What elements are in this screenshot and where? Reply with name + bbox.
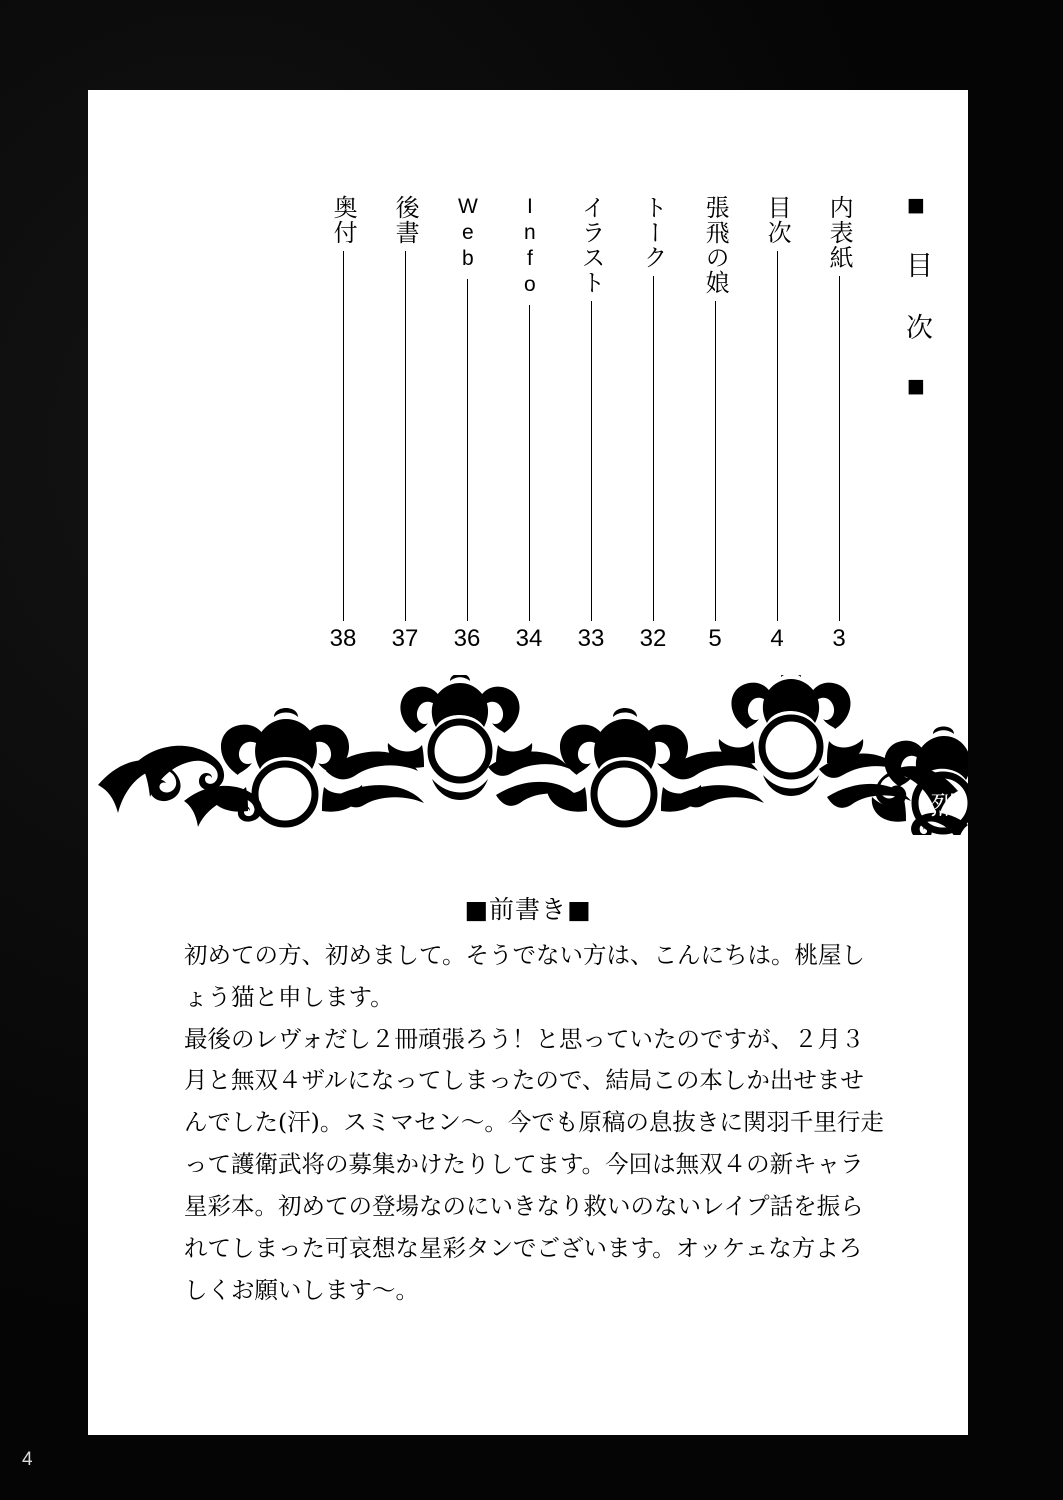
- toc-heading-bottom-mark: ■: [905, 375, 927, 399]
- ornament-svg: [88, 675, 968, 835]
- toc-entry-label: トーク: [639, 195, 668, 270]
- page-folio-number: 4: [22, 1449, 33, 1470]
- toc-leader-line: [653, 276, 654, 621]
- toc-leader-line: [467, 279, 468, 621]
- toc-entry-illust[interactable]: [560, 195, 622, 655]
- toc-entry-atogaki[interactable]: [374, 195, 436, 655]
- preface-paragraph-1: 初めての方、初めまして。そうでない方は、こんにちは。桃屋しょう猫と申します。: [184, 941, 866, 1011]
- toc-entry-label: 奥付: [329, 195, 358, 245]
- preface-body: [184, 935, 884, 1311]
- toc-entry-page: 3: [832, 625, 846, 652]
- toc-entry-chouhi-no-musume[interactable]: [684, 195, 746, 655]
- medallion-char-4: 祈: [778, 735, 804, 764]
- toc-entry-uchihyoushi[interactable]: [808, 195, 870, 655]
- toc-list: [312, 195, 870, 655]
- toc-leader-line: [529, 305, 530, 621]
- toc-entry-label: Info: [518, 195, 542, 299]
- medallion-char-3: 無: [611, 782, 637, 811]
- medallion-char-2: 幻: [447, 739, 473, 768]
- medallion-char-1: 愛: [272, 782, 298, 811]
- toc-entry-label: 内表紙: [825, 195, 854, 270]
- toc-entry-page: 4: [770, 625, 784, 652]
- toc-entry-label: Web: [456, 195, 480, 273]
- toc-entry-page: 38: [329, 625, 357, 652]
- toc-entry-page: 36: [453, 625, 481, 652]
- toc-leader-line: [591, 301, 592, 621]
- toc-entry-mokuji[interactable]: [746, 195, 808, 655]
- preface-title: ■前書き■: [464, 895, 592, 924]
- toc-entry-info[interactable]: [498, 195, 560, 655]
- toc-heading-text: 目 次: [901, 251, 932, 342]
- toc-heading: [886, 194, 932, 399]
- toc-entry-talk[interactable]: [622, 195, 684, 655]
- toc-entry-page: 33: [577, 625, 605, 652]
- ornament-divider: [88, 675, 968, 835]
- toc-entry-page: 5: [708, 625, 722, 652]
- toc-heading-top-mark: ■: [905, 194, 927, 218]
- medallion-char-5: 烈: [930, 791, 956, 820]
- toc-entry-page: 34: [515, 625, 543, 652]
- preface-paragraph-2: 最後のレヴォだし２冊頑張ろう！と思っていたのですが、２月３月と無双４ザルになってしまったので、結局この本しか出せませんでした(汗)。スミマセン〜。今でも原稿の息抜きに関羽千里行走って護衛武将の募集かけたりしてます。今回は無双４の新キャラ星彩本。初めての登場なのにいきなり救いのないレイプ話を振られてしまった可哀想な星彩タンでございます。オッケェな方よろしくお願いします〜。: [184, 1024, 884, 1304]
- toc-entry-label: 張飛の娘: [701, 195, 730, 295]
- toc-leader-line: [405, 251, 406, 621]
- toc-entry-label: 後書: [391, 195, 420, 245]
- toc-leader-line: [715, 301, 716, 621]
- toc-entry-page: 37: [391, 625, 419, 652]
- book-page: [88, 90, 968, 1435]
- toc-entry-okuduke[interactable]: [312, 195, 374, 655]
- toc-leader-line: [343, 251, 344, 621]
- toc-leader-line: [839, 276, 840, 621]
- toc-leader-line: [777, 251, 778, 621]
- toc-entry-web[interactable]: [436, 195, 498, 655]
- toc-entry-label: イラスト: [577, 195, 606, 295]
- toc-entry-page: 32: [639, 625, 667, 652]
- toc-entry-label: 目次: [763, 195, 792, 245]
